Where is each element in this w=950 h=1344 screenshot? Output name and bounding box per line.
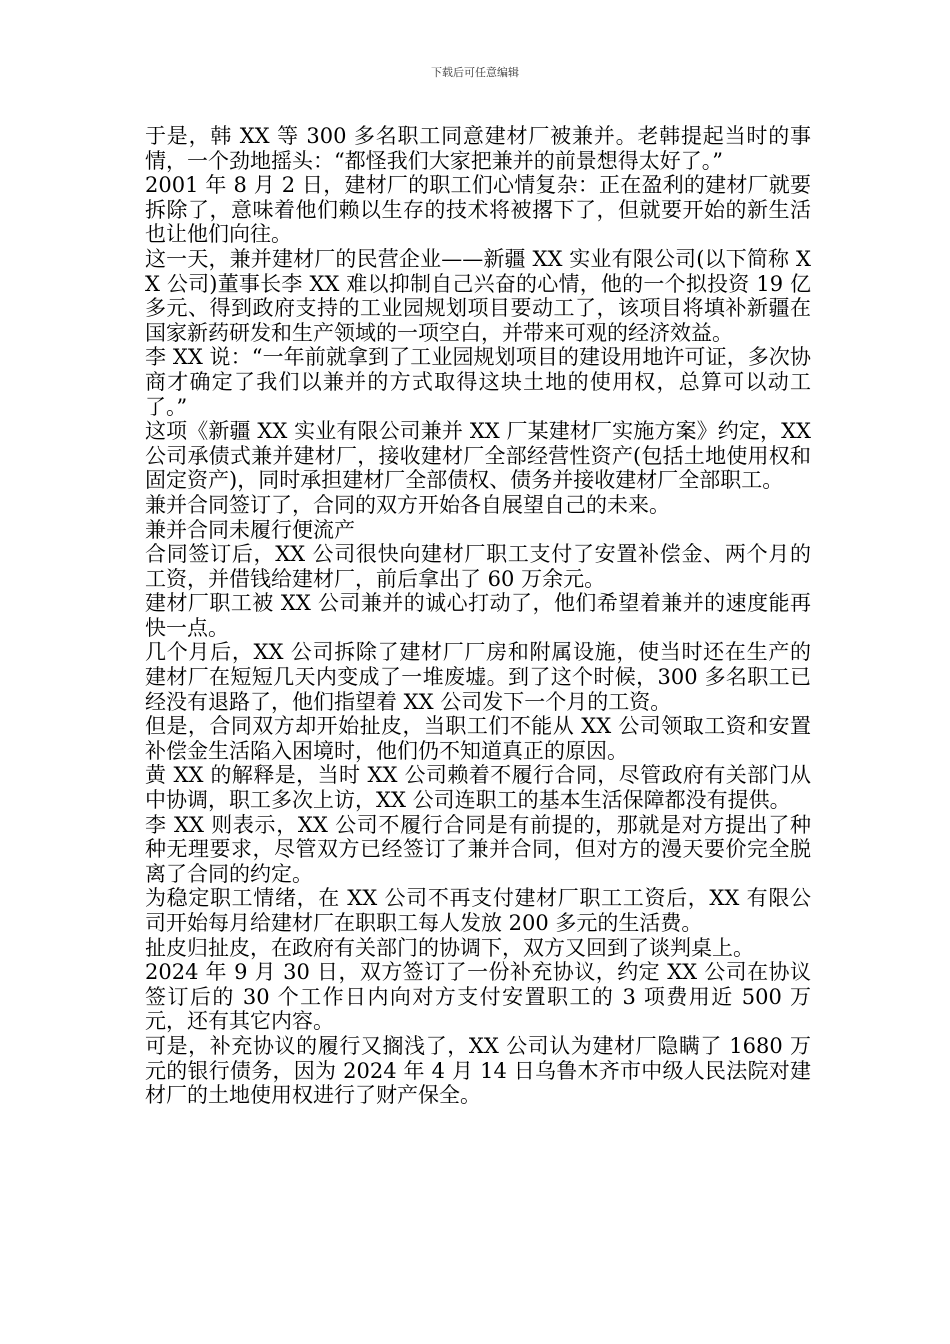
paragraph: 黄 XX 的解释是，当时 XX 公司赖着不履行合同，尽管政府有关部门从中协调，职工多次上访，XX 公司连职工的基本生活保障都没有提供。 — [145, 763, 811, 813]
document-body — [145, 124, 811, 1108]
paragraph: 扯皮归扯皮，在政府有关部门的协调下，双方又回到了谈判桌上。 — [145, 935, 754, 960]
paragraph: 但是，合同双方却开始扯皮，当职工们不能从 XX 公司领取工资和安置补偿金生活陷入困境时，他们仍不知道真正的原因。 — [145, 714, 811, 763]
paragraph: 兼并合同签订了，合同的双方开始各自展望自己的未来。 — [145, 492, 670, 517]
paragraph: 这一天，兼并建材厂的民营企业——新疆 XX 实业有限公司(以下简称 XX 公司)董事长李 XX 难以抑制自己兴奋的心情，他的一个拟投资 19 亿多元、得到政府支持的工业园规划项目要动工了，该项目将填补新疆在国家新药研发和生产领域的一项空白，并带来可观的经济效益。 — [145, 246, 811, 345]
paragraph: 为稳定职工情绪，在 XX 公司不再支付建材厂职工工资后，XX 有限公司开始每月给建材厂在职职工每人发放 200 多元的生活费。 — [145, 886, 811, 935]
paragraph: 可是，补充协议的履行又搁浅了，XX 公司认为建材厂隐瞒了 1680 万元的银行债务，因为 2024 年 4 月 14 日乌鲁木齐市中级人民法院对建材厂的土地使用权进行了财产保全。 — [145, 1033, 811, 1108]
page-header: 下载后可任意编辑 — [431, 66, 519, 79]
paragraph: 2001 年 8 月 2 日，建材厂的职工们心情复杂：正在盈利的建材厂就要拆除了，意味着他们赖以生存的技术将被撂下了，但就要开始的新生活也让他们向往。 — [145, 173, 811, 247]
paragraph: 这项《新疆 XX 实业有限公司兼并 XX 厂某建材厂实施方案》约定，XX 公司承债式兼并建材厂，接收建材厂全部经营性资产(包括土地使用权和固定资产)，同时承担建材厂全部债权、债务并接收建材厂全部职工。 — [145, 419, 811, 493]
paragraph: 李 XX 说：“一年前就拿到了工业园规划项目的建设用地许可证，多次协商才确定了我们以兼并的方式取得这块土地的使用权，总算可以动工了。” — [145, 345, 811, 419]
paragraph: 合同签订后，XX 公司很快向建材厂职工支付了安置补偿金、两个月的工资，并借钱给建材厂，前后拿出了 60 万余元。 — [145, 542, 811, 591]
paragraph: 于是，韩 XX 等 300 多名职工同意建材厂被兼并。老韩提起当时的事情，一个劲地摇头：“都怪我们大家把兼并的前景想得太好了。” — [145, 124, 811, 173]
section-heading: 兼并合同未履行便流产 — [145, 517, 355, 542]
paragraph: 2024 年 9 月 30 日，双方签订了一份补充协议，约定 XX 公司在协议签订后的 30 个工作日内向对方支付安置职工的 3 项费用近 500 万元，还有其它内容。 — [145, 960, 811, 1034]
paragraph: 李 XX 则表示，XX 公司不履行合同是有前提的，那就是对方提出了种种无理要求，尽管双方已经签订了兼并合同，但对方的漫天要价完全脱离了合同的约定。 — [145, 812, 811, 886]
paragraph: 建材厂职工被 XX 公司兼并的诚心打动了，他们希望着兼并的速度能再快一点。 — [145, 591, 811, 640]
paragraph: 几个月后，XX 公司拆除了建材厂厂房和附属设施，使当时还在生产的建材厂在短短几天内变成了一堆废墟。到了这个时候，300 多名职工已经没有退路了，他们指望着 XX 公司发下一个月的工资。 — [145, 640, 811, 714]
